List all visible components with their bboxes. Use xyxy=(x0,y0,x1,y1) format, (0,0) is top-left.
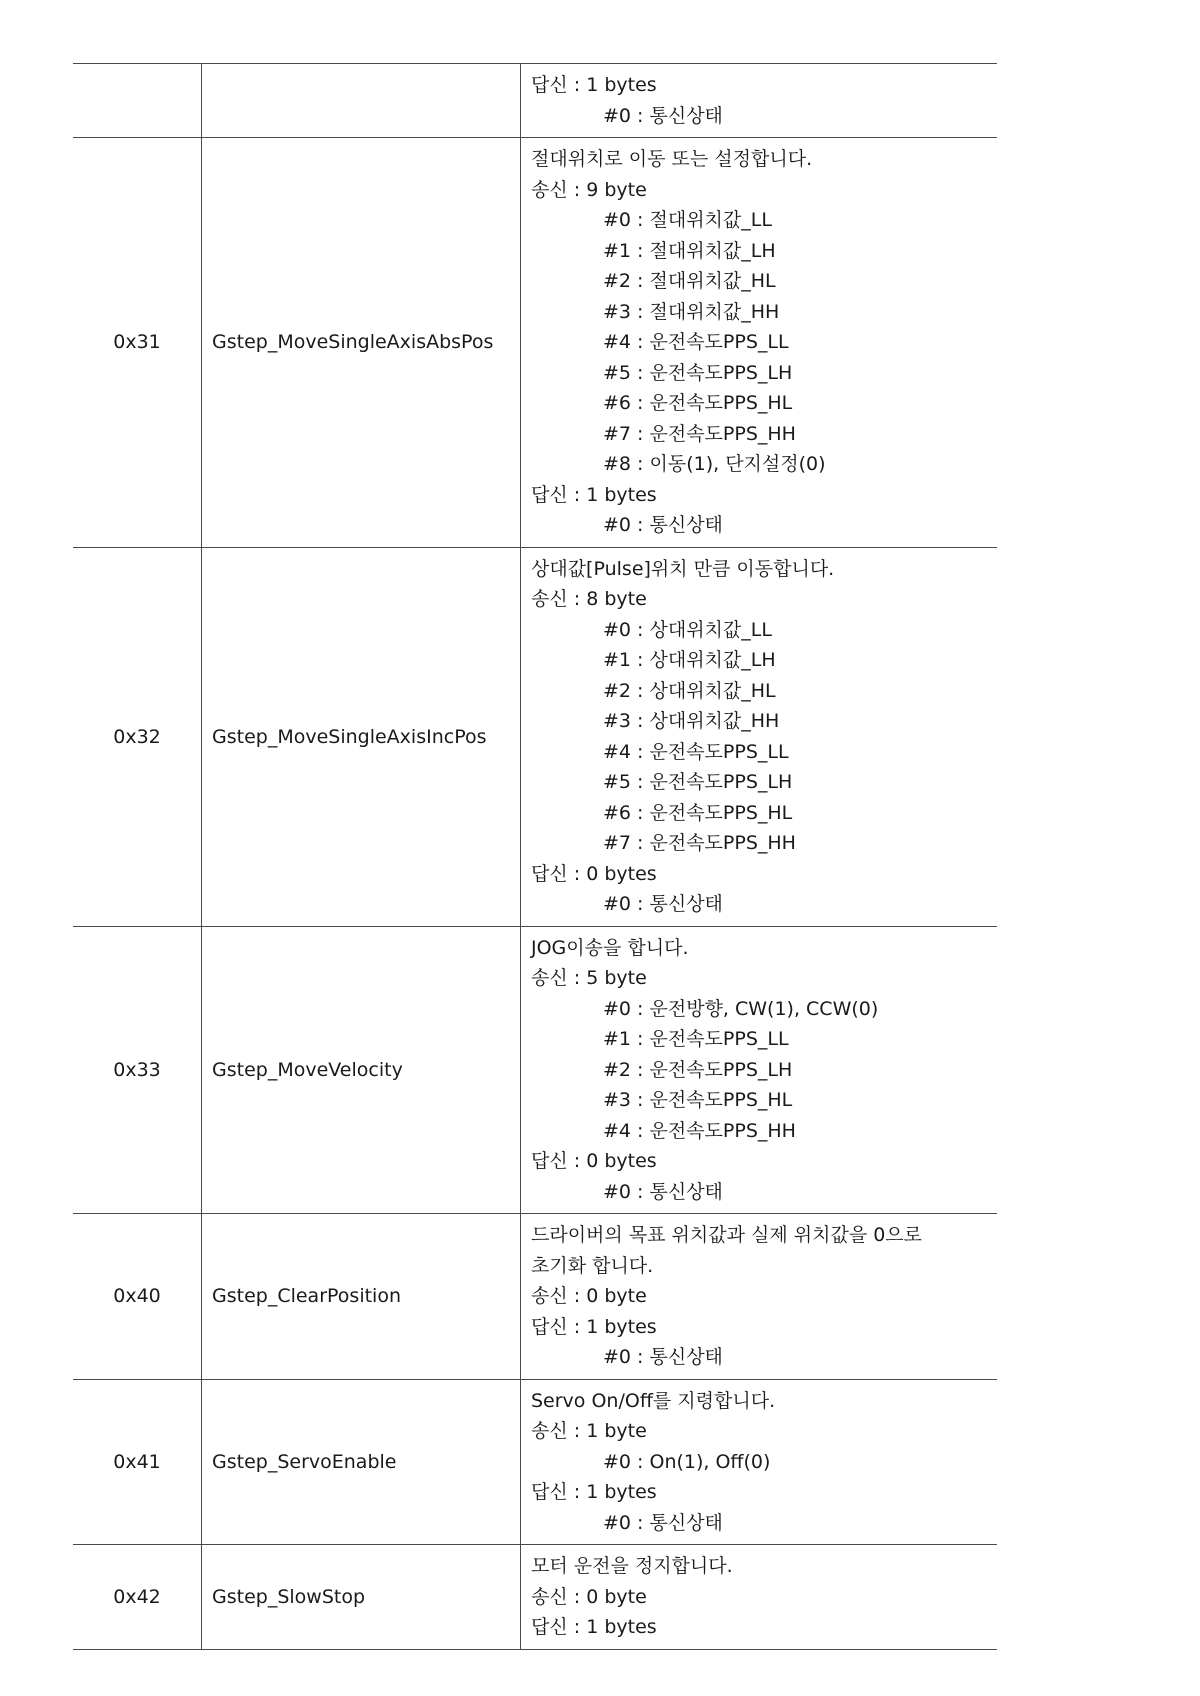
description-subline: #7 : 운전속도PPS_HH xyxy=(603,422,796,445)
description-subline: #0 : 통신상태 xyxy=(603,104,723,127)
description-cell xyxy=(521,1214,998,1380)
command-table xyxy=(73,63,997,1650)
function-name-cell: Gstep_MoveSingleAxisAbsPos xyxy=(202,138,521,548)
description-subline: #5 : 운전속도PPS_LH xyxy=(603,361,793,384)
description-line: JOG이송을 합니다. xyxy=(531,936,689,959)
description-line: 답신 : 1 bytes xyxy=(531,483,657,506)
description-line: 드라이버의 목표 위치값과 실제 위치값을 0으로 xyxy=(531,1224,923,1246)
table-row xyxy=(73,138,997,548)
description-line: 답신 : 1 bytes xyxy=(531,1481,657,1503)
description-line: 답신 : 1 bytes xyxy=(531,1616,657,1638)
table-row xyxy=(73,1379,997,1545)
table-row xyxy=(73,1214,997,1380)
description-subline: #0 : 상대위치값_LL xyxy=(603,618,772,641)
description-cell xyxy=(521,1545,998,1650)
description-subline: #3 : 절대위치값_HH xyxy=(603,300,780,323)
command-code-cell: 0x41 xyxy=(73,1379,202,1545)
description-cell xyxy=(521,64,998,138)
table-row xyxy=(73,926,997,1214)
function-name-cell: Gstep_ServoEnable xyxy=(202,1379,521,1545)
description-subline: #2 : 절대위치값_HL xyxy=(603,270,776,292)
command-code-cell: 0x31 xyxy=(73,138,202,548)
description-line: 상대값[Pulse]위치 만큼 이동합니다. xyxy=(531,557,835,580)
description-subline: #0 : On(1), Off(0) xyxy=(603,1450,771,1473)
description-cell xyxy=(521,547,998,926)
description-line: 절대위치로 이동 또는 설정합니다. xyxy=(531,148,813,170)
description-line: Servo On/Off를 지령합니다. xyxy=(531,1389,776,1412)
description-line: 송신 : 8 byte xyxy=(531,588,647,610)
description-line: 초기화 합니다. xyxy=(531,1254,654,1277)
function-name-cell: Gstep_MoveVelocity xyxy=(202,926,521,1214)
description-subline: #0 : 통신상태 xyxy=(603,514,723,536)
description-subline: #2 : 운전속도PPS_LH xyxy=(603,1058,793,1081)
description-line: 답신 : 0 bytes xyxy=(531,862,657,885)
command-code-cell: 0x40 xyxy=(73,1214,202,1380)
description-subline: #6 : 운전속도PPS_HL xyxy=(603,392,793,414)
description-cell xyxy=(521,926,998,1214)
table-row xyxy=(73,547,997,926)
description-subline: #5 : 운전속도PPS_LH xyxy=(603,771,793,793)
description-subline: #0 : 통신상태 xyxy=(603,1180,723,1203)
function-name-cell: Gstep_ClearPosition xyxy=(202,1214,521,1380)
description-line: 답신 : 0 bytes xyxy=(531,1150,657,1172)
description-subline: #7 : 운전속도PPS_HH xyxy=(603,832,796,854)
description-subline: #2 : 상대위치값_HL xyxy=(603,679,776,702)
description-line: 답신 : 1 bytes xyxy=(531,74,657,96)
description-subline: #4 : 운전속도PPS_HH xyxy=(603,1119,796,1142)
description-line: 송신 : 9 byte xyxy=(531,178,647,201)
description-subline: #1 : 절대위치값_LH xyxy=(603,239,776,262)
command-code-cell xyxy=(73,64,202,138)
function-name-cell: Gstep_MoveSingleAxisIncPos xyxy=(202,547,521,926)
description-subline: #0 : 통신상태 xyxy=(603,1511,723,1534)
description-subline: #0 : 통신상태 xyxy=(603,893,723,915)
table-row xyxy=(73,64,997,138)
description-line: 송신 : 0 byte xyxy=(531,1585,647,1608)
description-subline: #4 : 운전속도PPS_LL xyxy=(603,331,789,353)
description-line: 답신 : 1 bytes xyxy=(531,1315,657,1338)
command-code-cell: 0x33 xyxy=(73,926,202,1214)
description-subline: #0 : 절대위치값_LL xyxy=(603,209,772,231)
function-name-cell xyxy=(202,64,521,138)
description-subline: #8 : 이동(1), 단지설정(0) xyxy=(603,453,826,475)
description-subline: #3 : 운전속도PPS_HL xyxy=(603,1089,793,1111)
description-line: 송신 : 1 byte xyxy=(531,1420,647,1442)
description-subline: #0 : 통신상태 xyxy=(603,1346,723,1368)
description-line: 송신 : 5 byte xyxy=(531,967,647,989)
command-table-body xyxy=(73,64,997,1650)
description-subline: #6 : 운전속도PPS_HL xyxy=(603,801,793,824)
description-subline: #0 : 운전방향, CW(1), CCW(0) xyxy=(603,997,879,1020)
description-cell xyxy=(521,1379,998,1545)
description-line: 송신 : 0 byte xyxy=(531,1285,647,1307)
description-cell xyxy=(521,138,998,548)
description-subline: #1 : 운전속도PPS_LL xyxy=(603,1028,789,1050)
description-subline: #1 : 상대위치값_LH xyxy=(603,649,776,671)
document-page xyxy=(73,63,997,1650)
description-line: 모터 운전을 정지합니다. xyxy=(531,1555,733,1577)
command-code-cell: 0x32 xyxy=(73,547,202,926)
table-row xyxy=(73,1545,997,1650)
description-subline: #4 : 운전속도PPS_LL xyxy=(603,740,789,763)
description-subline: #3 : 상대위치값_HH xyxy=(603,710,780,732)
function-name-cell: Gstep_SlowStop xyxy=(202,1545,521,1650)
command-code-cell: 0x42 xyxy=(73,1545,202,1650)
